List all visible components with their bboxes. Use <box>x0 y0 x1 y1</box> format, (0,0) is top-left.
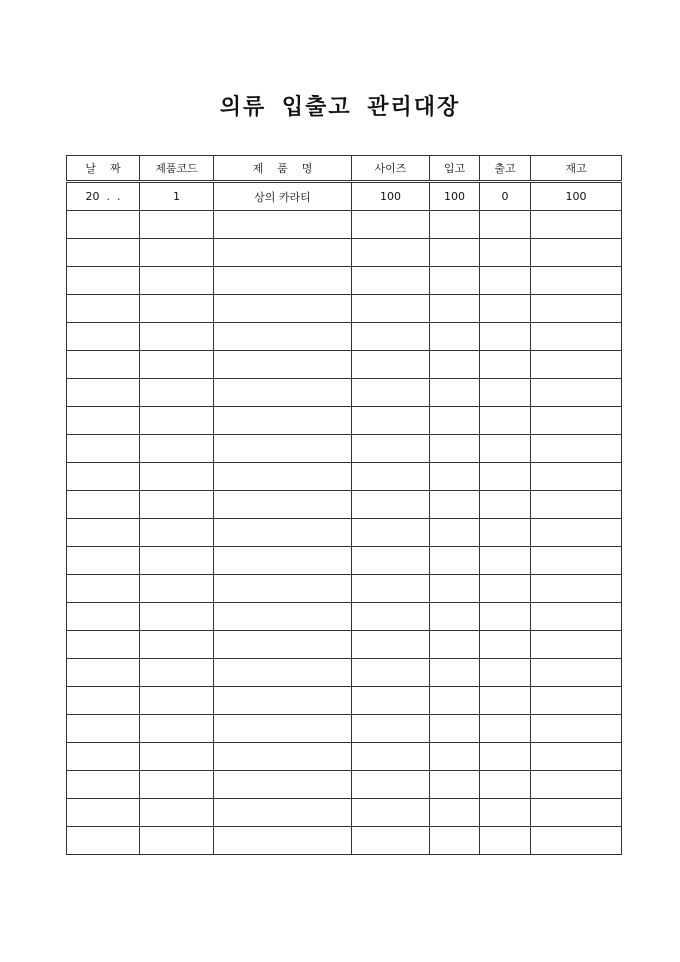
stock-out-cell <box>480 379 531 407</box>
product-code-cell <box>140 491 214 519</box>
product-code-cell <box>140 827 214 855</box>
table-row <box>67 407 622 435</box>
inventory-cell <box>531 267 622 295</box>
date-cell <box>67 351 140 379</box>
size-cell <box>352 771 430 799</box>
product-name-cell <box>214 323 352 351</box>
product-code-cell <box>140 267 214 295</box>
product-code-cell <box>140 323 214 351</box>
header-row <box>67 156 622 182</box>
size-cell <box>352 743 430 771</box>
size-cell <box>352 295 430 323</box>
date-cell <box>67 715 140 743</box>
date-cell <box>67 239 140 267</box>
product-name-cell <box>214 547 352 575</box>
stock-in-cell <box>430 211 480 239</box>
stock-in-cell <box>430 267 480 295</box>
date-cell <box>67 603 140 631</box>
size-cell <box>352 827 430 855</box>
product-code-cell <box>140 631 214 659</box>
table-row <box>67 491 622 519</box>
size-cell <box>352 659 430 687</box>
product-name-cell <box>214 771 352 799</box>
inventory-cell <box>531 687 622 715</box>
inventory-cell <box>531 799 622 827</box>
product-code-cell <box>140 295 214 323</box>
product-name-cell <box>214 407 352 435</box>
date-cell: 20 . . <box>67 182 140 211</box>
stock-out-cell <box>480 407 531 435</box>
table-row <box>67 575 622 603</box>
header-size: 사이즈 <box>352 156 430 182</box>
table-row <box>67 435 622 463</box>
inventory-cell <box>531 351 622 379</box>
size-cell <box>352 631 430 659</box>
size-cell <box>352 351 430 379</box>
inventory-cell <box>531 519 622 547</box>
product-code-cell <box>140 659 214 687</box>
inventory-cell <box>531 407 622 435</box>
inventory-cell <box>531 603 622 631</box>
table-row <box>67 323 622 351</box>
product-name-cell <box>214 519 352 547</box>
table-row <box>67 743 622 771</box>
product-name-cell <box>214 827 352 855</box>
date-cell <box>67 659 140 687</box>
date-cell <box>67 631 140 659</box>
inventory-cell <box>531 239 622 267</box>
size-cell <box>352 379 430 407</box>
stock-in-cell <box>430 295 480 323</box>
header-product-name: 제 품 명 <box>214 156 352 182</box>
stock-out-cell <box>480 687 531 715</box>
size-cell <box>352 603 430 631</box>
stock-out-cell <box>480 491 531 519</box>
stock-in-cell <box>430 463 480 491</box>
inventory-cell <box>531 715 622 743</box>
table-row <box>67 659 622 687</box>
size-cell <box>352 519 430 547</box>
stock-out-cell <box>480 211 531 239</box>
stock-in-cell <box>430 715 480 743</box>
product-name-cell <box>214 239 352 267</box>
date-cell <box>67 519 140 547</box>
inventory-cell <box>531 659 622 687</box>
table-row <box>67 351 622 379</box>
product-name-cell <box>214 435 352 463</box>
stock-out-cell <box>480 435 531 463</box>
product-code-cell <box>140 463 214 491</box>
product-code-cell <box>140 603 214 631</box>
stock-in-cell <box>430 659 480 687</box>
stock-in-cell <box>430 827 480 855</box>
date-cell <box>67 463 140 491</box>
stock-in-cell <box>430 771 480 799</box>
stock-in-cell <box>430 407 480 435</box>
stock-out-cell <box>480 239 531 267</box>
date-cell <box>67 295 140 323</box>
product-code-cell <box>140 435 214 463</box>
product-name-cell <box>214 295 352 323</box>
product-name-cell <box>214 379 352 407</box>
date-cell <box>67 491 140 519</box>
inventory-cell <box>531 211 622 239</box>
header-inventory: 재고 <box>531 156 622 182</box>
product-name-cell <box>214 463 352 491</box>
product-name-cell <box>214 659 352 687</box>
stock-out-cell <box>480 603 531 631</box>
size-cell <box>352 491 430 519</box>
stock-out-cell <box>480 575 531 603</box>
product-name-cell <box>214 631 352 659</box>
size-cell <box>352 687 430 715</box>
size-cell <box>352 575 430 603</box>
table-row <box>67 603 622 631</box>
stock-in-cell <box>430 351 480 379</box>
product-code-cell <box>140 379 214 407</box>
product-name-cell <box>214 351 352 379</box>
stock-out-cell <box>480 547 531 575</box>
table-row <box>67 379 622 407</box>
stock-out-cell <box>480 323 531 351</box>
table-row <box>67 547 622 575</box>
stock-in-cell <box>430 491 480 519</box>
table-row <box>67 771 622 799</box>
product-name-cell <box>214 687 352 715</box>
inventory-cell: 100 <box>531 182 622 211</box>
inventory-cell <box>531 743 622 771</box>
product-code-cell <box>140 799 214 827</box>
stock-in-cell: 100 <box>430 182 480 211</box>
product-name-cell <box>214 575 352 603</box>
table-row <box>67 211 622 239</box>
table-row <box>67 295 622 323</box>
product-name-cell <box>214 743 352 771</box>
size-cell <box>352 463 430 491</box>
table-row <box>67 239 622 267</box>
date-cell <box>67 211 140 239</box>
inventory-cell <box>531 491 622 519</box>
product-code-cell <box>140 239 214 267</box>
stock-out-cell <box>480 743 531 771</box>
stock-out-cell <box>480 715 531 743</box>
size-cell: 100 <box>352 182 430 211</box>
stock-out-cell <box>480 351 531 379</box>
product-code-cell <box>140 743 214 771</box>
date-cell <box>67 267 140 295</box>
table-row <box>67 267 622 295</box>
product-code-cell <box>140 575 214 603</box>
table-row <box>67 519 622 547</box>
size-cell <box>352 239 430 267</box>
date-cell <box>67 407 140 435</box>
table-row <box>67 182 622 211</box>
stock-in-cell <box>430 575 480 603</box>
inventory-cell <box>531 771 622 799</box>
header-stock-out: 출고 <box>480 156 531 182</box>
product-name-cell <box>214 491 352 519</box>
size-cell <box>352 407 430 435</box>
inventory-cell <box>531 463 622 491</box>
date-cell <box>67 827 140 855</box>
stock-in-cell <box>430 799 480 827</box>
inventory-cell <box>531 435 622 463</box>
stock-out-cell <box>480 799 531 827</box>
table-row <box>67 463 622 491</box>
stock-in-cell <box>430 687 480 715</box>
size-cell <box>352 211 430 239</box>
product-code-cell <box>140 715 214 743</box>
stock-out-cell <box>480 631 531 659</box>
inventory-cell <box>531 547 622 575</box>
stock-in-cell <box>430 547 480 575</box>
inventory-cell <box>531 323 622 351</box>
table-row <box>67 631 622 659</box>
date-cell <box>67 799 140 827</box>
inventory-ledger-table <box>66 155 622 855</box>
date-cell <box>67 547 140 575</box>
stock-in-cell <box>430 631 480 659</box>
date-cell <box>67 575 140 603</box>
date-cell <box>67 743 140 771</box>
stock-in-cell <box>430 743 480 771</box>
inventory-cell <box>531 631 622 659</box>
product-name-cell: 상의 카라티 <box>214 182 352 211</box>
table-row <box>67 827 622 855</box>
product-name-cell <box>214 211 352 239</box>
product-code-cell <box>140 211 214 239</box>
product-name-cell <box>214 799 352 827</box>
stock-out-cell <box>480 827 531 855</box>
date-cell <box>67 323 140 351</box>
product-code-cell <box>140 687 214 715</box>
size-cell <box>352 267 430 295</box>
product-name-cell <box>214 603 352 631</box>
product-name-cell <box>214 715 352 743</box>
size-cell <box>352 715 430 743</box>
stock-out-cell <box>480 463 531 491</box>
header-date: 날 짜 <box>67 156 140 182</box>
date-cell <box>67 435 140 463</box>
table-row <box>67 715 622 743</box>
stock-out-cell <box>480 295 531 323</box>
product-code-cell <box>140 407 214 435</box>
stock-in-cell <box>430 323 480 351</box>
product-code-cell <box>140 519 214 547</box>
header-stock-in: 입고 <box>430 156 480 182</box>
size-cell <box>352 323 430 351</box>
stock-in-cell <box>430 379 480 407</box>
date-cell <box>67 379 140 407</box>
product-code-cell <box>140 547 214 575</box>
stock-in-cell <box>430 519 480 547</box>
stock-out-cell <box>480 771 531 799</box>
stock-in-cell <box>430 239 480 267</box>
inventory-cell <box>531 295 622 323</box>
size-cell <box>352 799 430 827</box>
stock-in-cell <box>430 603 480 631</box>
inventory-cell <box>531 379 622 407</box>
date-cell <box>67 771 140 799</box>
stock-out-cell <box>480 519 531 547</box>
product-code-cell <box>140 771 214 799</box>
product-code-cell <box>140 351 214 379</box>
stock-in-cell <box>430 435 480 463</box>
size-cell <box>352 435 430 463</box>
product-code-cell: 1 <box>140 182 214 211</box>
inventory-cell <box>531 575 622 603</box>
stock-out-cell: 0 <box>480 182 531 211</box>
table-row <box>67 687 622 715</box>
inventory-cell <box>531 827 622 855</box>
product-name-cell <box>214 267 352 295</box>
date-cell <box>67 687 140 715</box>
header-product-code: 제품코드 <box>140 156 214 182</box>
stock-out-cell <box>480 659 531 687</box>
size-cell <box>352 547 430 575</box>
ledger-body <box>67 182 622 855</box>
table-row <box>67 799 622 827</box>
stock-out-cell <box>480 267 531 295</box>
document-title: 의류 입출고 관리대장 <box>219 95 461 120</box>
